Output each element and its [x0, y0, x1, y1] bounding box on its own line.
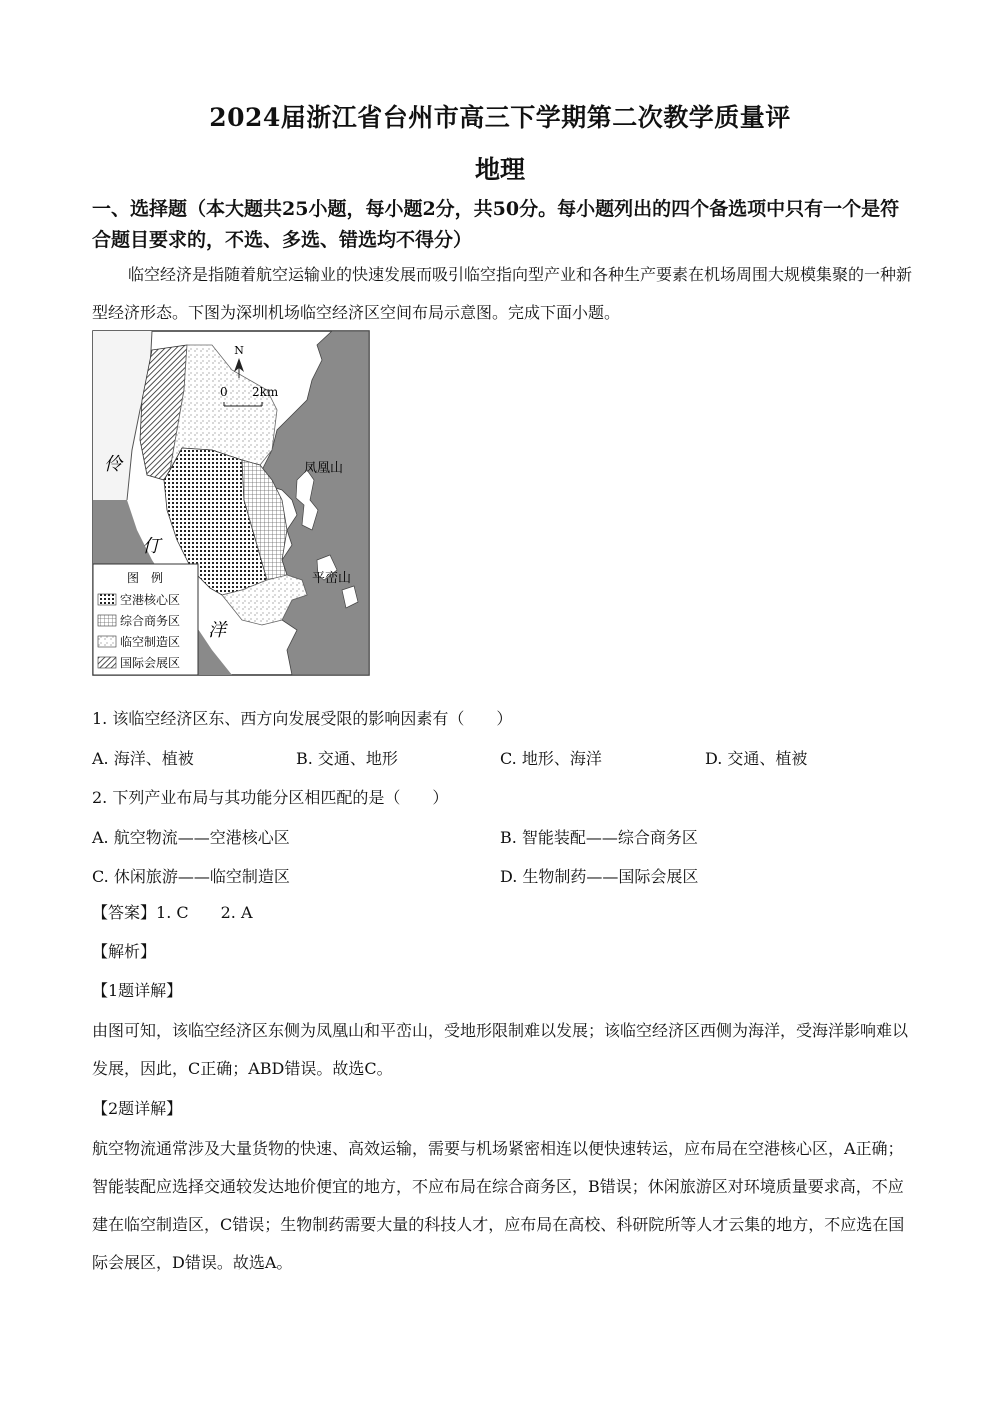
- question-2-option-d: D. 生物制药——国际会展区: [500, 867, 699, 886]
- section-heading: 一、选择题（本大题共25小题，每小题2分，共50分。每小题列出的四个备选项中只有一个是符合题目要求的，不选、多选、错选均不得分）: [92, 198, 900, 251]
- analysis-label: 【解析】: [92, 942, 157, 961]
- intro-paragraph: 临空经济是指随着航空运输业的快速发展而吸引临空指向型产业和各种生产要素在机场周围大规模集聚的一种新型经济形态。下图为深圳机场临空经济区空间布局示意图。完成下面小题。: [92, 265, 913, 322]
- detail-2-label: 【2题详解】: [92, 1099, 183, 1118]
- legend-title: 图 例: [126, 571, 164, 585]
- legend-label-exhibition: 国际会展区: [120, 656, 181, 670]
- mountain-fenghuang-label: 凤凰山: [304, 461, 344, 476]
- question-2-stem: 2. 下列产业布局与其功能分区相匹配的是（ ）: [92, 788, 449, 807]
- mountain-pingluan-label: 平峦山: [312, 571, 352, 586]
- detail-1-text: 由图可知，该临空经济区东侧为凤凰山和平峦山，受地形限制难以发展；该临空经济区西侧为海洋，受海洋影响难以发展，因此，C正确；ABD错误。故选C。: [92, 1021, 909, 1078]
- legend-label-manufacturing: 临空制造区: [120, 635, 181, 649]
- scale-zero-label: 0: [220, 385, 228, 399]
- question-1-option-a: A. 海洋、植被: [92, 749, 194, 768]
- airport-economic-zone-map: [92, 330, 370, 676]
- north-label: N: [234, 344, 244, 357]
- legend-swatch-dots: [98, 594, 116, 605]
- detail-2-text: 航空物流通常涉及大量货物的快速、高效运输，需要与机场紧密相连以便快速转运，应布局在空港核心区，A正确；智能装配应选择交通较发达地价便宜的地方，不应布局在综合商务区，B错误；休闲旅游区对环境质量要求高，不应建在临空制造区，C错误；生物制药需要大量的科技人才，应布局在高校、科研院所等人才云集的地方，不应选在国际会展区，D错误。故选A。: [92, 1139, 905, 1272]
- answer-label: 【答案】: [92, 903, 157, 922]
- sea-name-char-3: 洋: [208, 620, 226, 641]
- legend-swatch-grid: [98, 615, 116, 626]
- sea-name-char-1: 伶: [104, 454, 122, 475]
- question-1-stem: 1. 该临空经济区东、西方向发展受限的影响因素有（ ）: [92, 709, 513, 728]
- sea-name-char-2: 仃: [142, 536, 160, 557]
- map-svg: [92, 330, 370, 676]
- legend-label-business: 综合商务区: [120, 614, 181, 628]
- question-1-option-c: C. 地形、海洋: [500, 749, 602, 768]
- scale-length-label: 2km: [252, 385, 279, 399]
- legend-label-airport-core: 空港核心区: [120, 593, 181, 607]
- question-2-option-b: B. 智能装配——综合商务区: [500, 828, 698, 847]
- question-1-option-d: D. 交通、植被: [705, 749, 808, 768]
- question-2-option-a: A. 航空物流——空港核心区: [92, 828, 290, 847]
- answer-items: 1. C 2. A: [156, 903, 253, 922]
- question-2-option-c: C. 休闲旅游——临空制造区: [92, 867, 290, 886]
- detail-1-label: 【1题详解】: [92, 981, 183, 1000]
- question-1-option-b: B. 交通、地形: [296, 749, 398, 768]
- answer-line: [92, 894, 253, 932]
- legend-swatch-hatch: [98, 657, 116, 668]
- map-legend: [93, 564, 198, 675]
- legend-swatch-dash: [98, 636, 116, 647]
- subject-title: 地理: [474, 155, 525, 184]
- document-title: 2024届浙江省台州市高三下学期第二次教学质量评: [209, 103, 791, 132]
